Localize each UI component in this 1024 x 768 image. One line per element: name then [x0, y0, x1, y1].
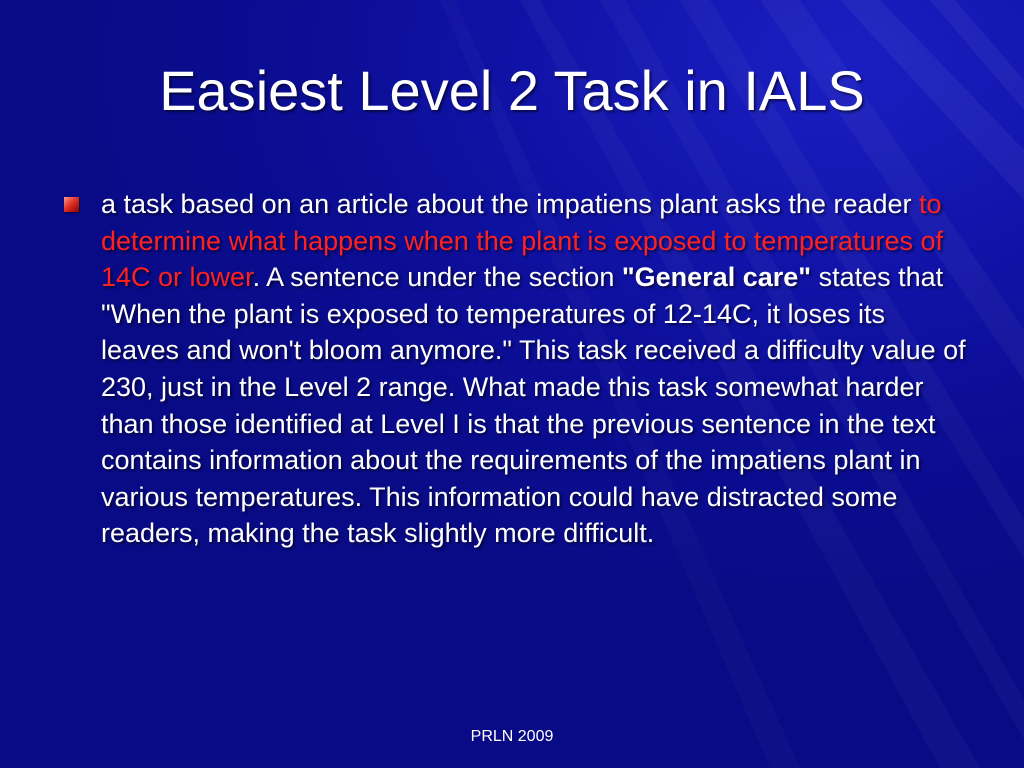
slide-footer: PRLN 2009: [470, 728, 554, 745]
bullet-text-part2: . A sentence under the section: [252, 262, 622, 293]
square-bullet-icon: [64, 197, 79, 212]
bullet-item: [58, 186, 968, 552]
bullet-bold-section: "General care": [621, 262, 812, 293]
bullet-text-part1: a task based on an article about the impatiens plant asks the reader: [101, 189, 920, 219]
bullet-list: [58, 186, 968, 552]
bullet-text-part3: states that "When the plant is exposed to temperatures of 12-14C, it loses its leaves and won't bloom anymore." This task received a difficulty value of 230, just in the Level 2 range. What made this task somewhat harder than those identified at Level I is that the previous sentence in the text contains information about the requirements of the impatiens plant in various temperatures. This information could have distracted some readers, making the task slightly more difficult.: [101, 262, 966, 549]
slide-title: Easiest Level 2 Task in IALS: [159, 59, 865, 122]
bullet-text: [101, 186, 968, 552]
bullet-highlight: to determine what happens when the plant is exposed to temperatures of 14C or lower: [101, 189, 944, 293]
